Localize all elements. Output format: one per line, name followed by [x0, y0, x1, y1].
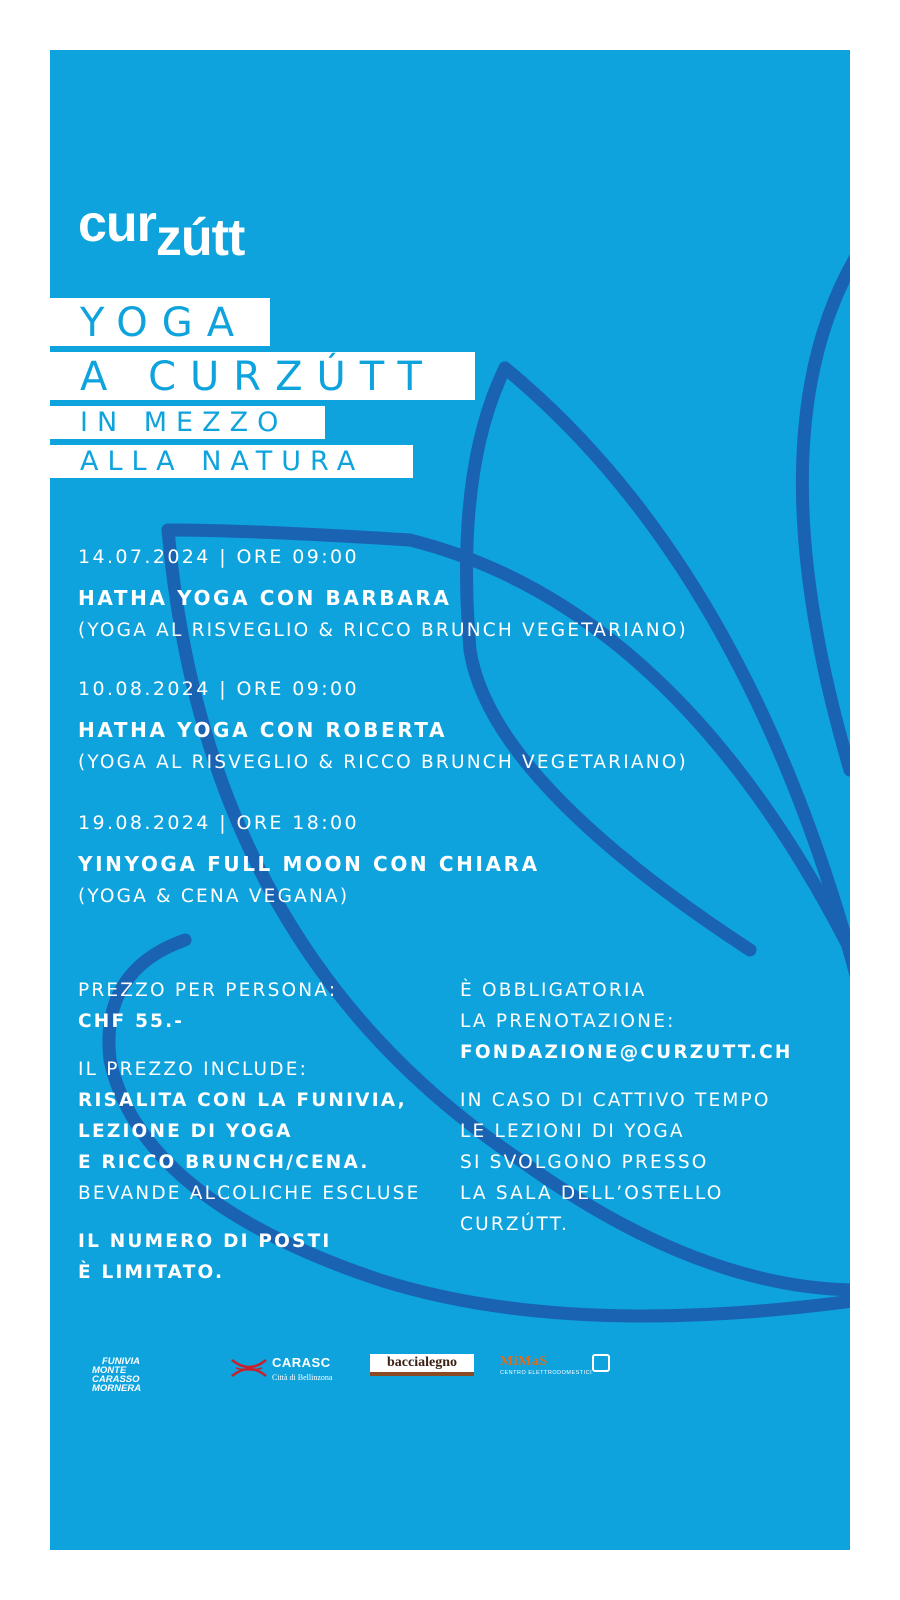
- headline-line-1: YOGA: [50, 298, 270, 346]
- booking-note: LA PRENOTAZIONE:: [460, 1011, 676, 1032]
- includes-item: LEZIONE DI YOGA: [78, 1121, 293, 1142]
- price-label: PREZZO PER PERSONA:: [78, 980, 338, 1001]
- funivia-logo: [92, 1357, 141, 1393]
- mimas-emblem-icon: [592, 1354, 610, 1372]
- includes-label: IL PREZZO INCLUDE:: [78, 1059, 309, 1080]
- includes-item: RISALITA CON LA FUNIVIA,: [78, 1090, 407, 1111]
- event-subtitle: (YOGA AL RISVEGLIO & RICCO BRUNCH VEGETARIANO): [78, 620, 688, 641]
- weather-note: CURZÚTT.: [460, 1214, 570, 1235]
- price-value: CHF 55.-: [78, 1011, 185, 1032]
- weather-note: SI SVOLGONO PRESSO: [460, 1152, 709, 1173]
- curzutt-logo: [78, 195, 245, 267]
- baccialegno-name: baccialegno: [370, 1354, 474, 1376]
- headline: [50, 298, 475, 484]
- event-title: YINYOGA FULL MOON CON CHIARA: [78, 852, 540, 876]
- limited-note: IL NUMERO DI POSTI: [78, 1231, 332, 1252]
- headline-line-2: A CURZÚTT: [50, 352, 475, 400]
- booking-note: È OBBLIGATORIA: [460, 980, 647, 1001]
- excluded-note: BEVANDE ALCOLICHE ESCLUSE: [78, 1183, 421, 1204]
- carasc-name: CARASC: [272, 1355, 331, 1370]
- weather-note: IN CASO DI CATTIVO TEMPO: [460, 1090, 771, 1111]
- weather-note: LE LEZIONI DI YOGA: [460, 1121, 685, 1142]
- mimas-subtitle: CENTRO ELETTRODOMESTICI: [500, 1370, 593, 1376]
- event-date: 10.08.2024 | ORE 09:00: [78, 678, 360, 700]
- funivia-line: MORNERA: [92, 1383, 142, 1394]
- carasc-logo: [230, 1353, 350, 1387]
- carasc-subtitle: Città di Bellinzona: [272, 1373, 333, 1382]
- baccialegno-logo: [370, 1354, 478, 1380]
- logo-text-zutt: zútt: [155, 209, 245, 267]
- event-date: 19.08.2024 | ORE 18:00: [78, 812, 360, 834]
- poster: [50, 50, 850, 1550]
- includes-item: E RICCO BRUNCH/CENA.: [78, 1152, 370, 1173]
- carasc-emblem-icon: [230, 1356, 268, 1380]
- event-date: 14.07.2024 | ORE 09:00: [78, 546, 360, 568]
- headline-line-3: IN MEZZO: [50, 406, 325, 439]
- booking-email[interactable]: FONDAZIONE@CURZUTT.CH: [460, 1042, 793, 1063]
- funivia-line: FUNIVIA: [102, 1356, 140, 1367]
- weather-note: LA SALA DELL’OSTELLO: [460, 1183, 724, 1204]
- event-subtitle: (YOGA & CENA VEGANA): [78, 886, 350, 907]
- event-subtitle: (YOGA AL RISVEGLIO & RICCO BRUNCH VEGETARIANO): [78, 752, 688, 773]
- funivia-line: MONTE CARASSO: [92, 1365, 140, 1385]
- headline-line-4: ALLA NATURA: [50, 445, 413, 478]
- event-title: HATHA YOGA CON ROBERTA: [78, 718, 448, 742]
- event-title: HATHA YOGA CON BARBARA: [78, 586, 452, 610]
- limited-note: È LIMITATO.: [78, 1262, 225, 1283]
- logo-text-cur: cur: [78, 195, 156, 253]
- lotus-outline-graphic: [50, 50, 850, 1550]
- mimas-logo: [500, 1354, 620, 1380]
- mimas-name: MiMaS: [500, 1354, 548, 1369]
